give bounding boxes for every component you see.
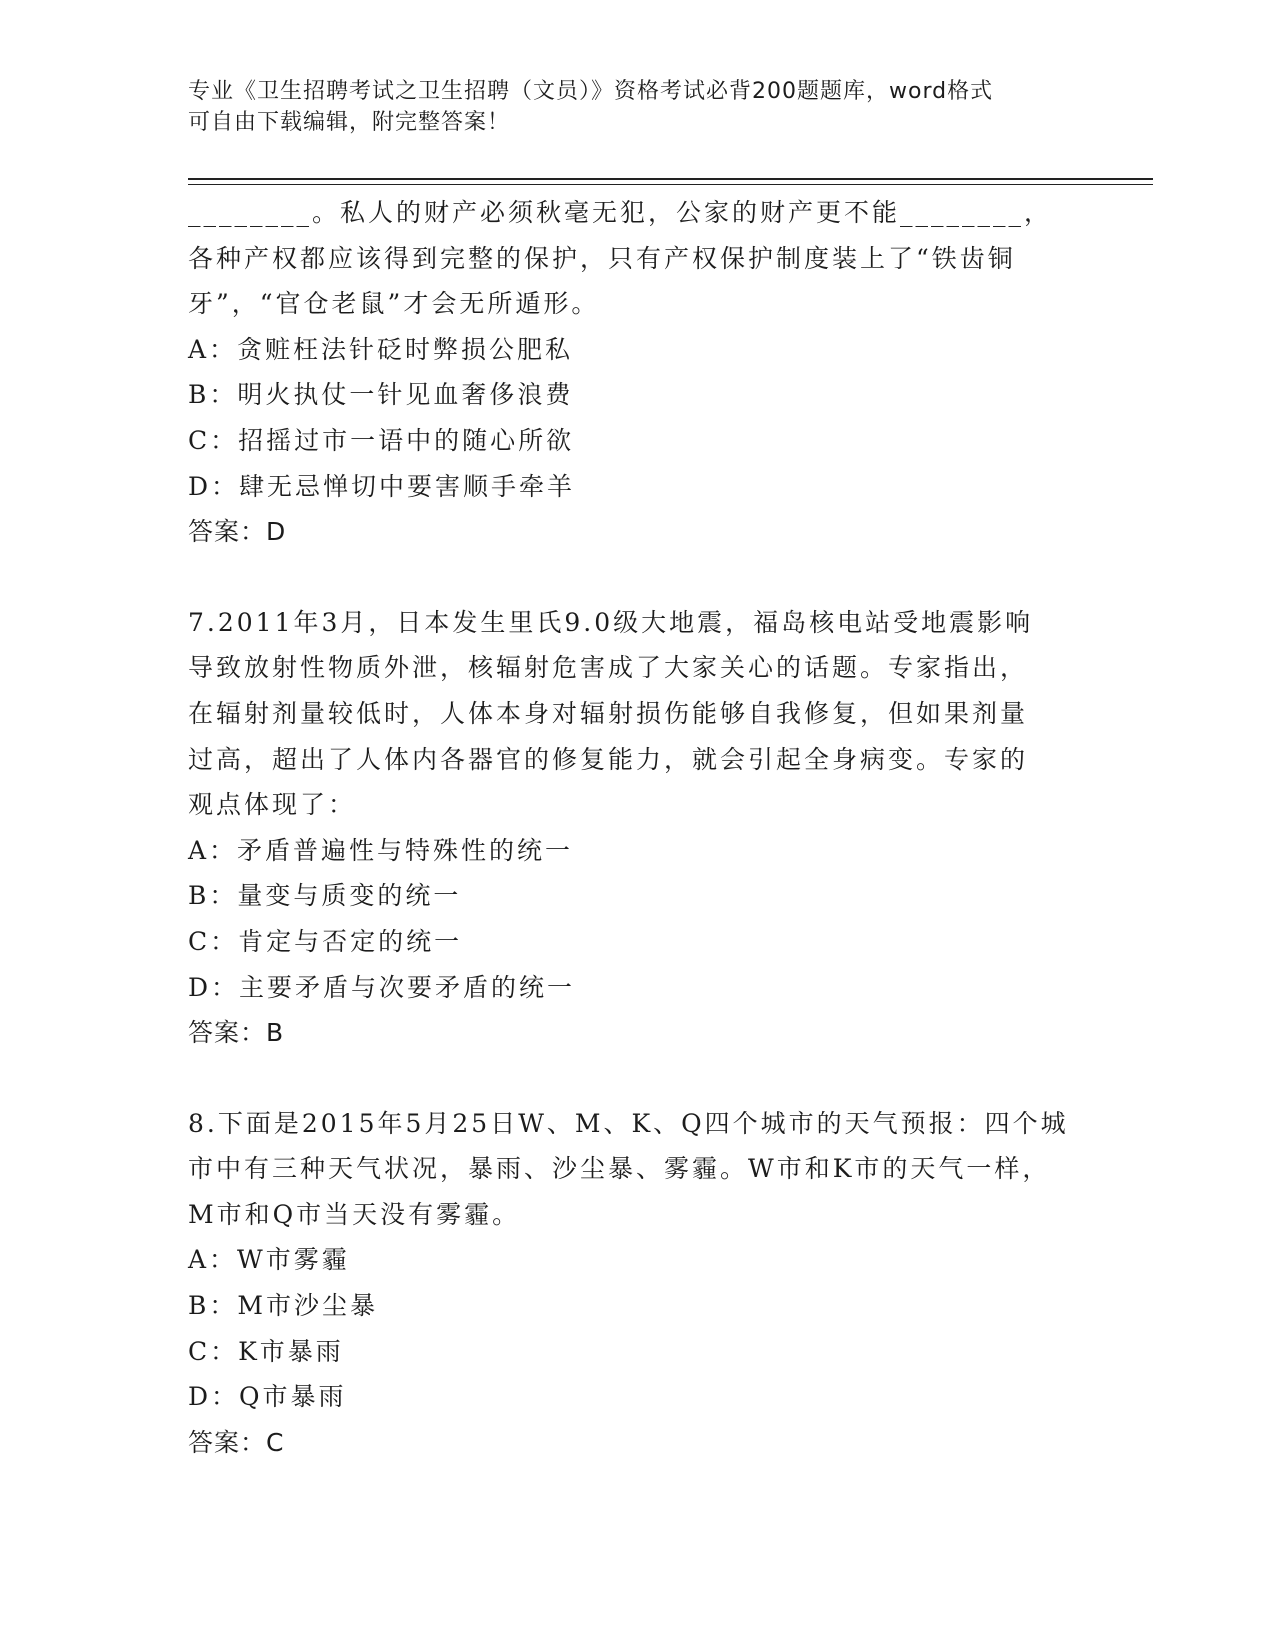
question-7-text-line: 过高，超出了人体内各器官的修复能力，就会引起全身病变。专家的 — [188, 744, 1029, 774]
question-6-option-b: B：明火执仗一针见血奢侈浪费 — [188, 380, 574, 410]
question-7-option-b: B：量变与质变的统一 — [188, 881, 462, 911]
question-7-answer: 答案：B — [188, 1018, 285, 1048]
question-6-text-line: 各种产权都应该得到完整的保护，只有产权保护制度装上了“铁齿铜 — [188, 243, 1016, 273]
question-8-option-b: B：M市沙尘暴 — [188, 1291, 378, 1321]
header-rule-thin — [188, 184, 1153, 185]
question-8-text-line: M市和Q市当天没有雾霾。 — [188, 1199, 521, 1229]
question-content — [188, 190, 1088, 1465]
question-7 — [188, 600, 1088, 1056]
question-6-answer: 答案：D — [188, 517, 287, 547]
question-8-text-line: 市中有三种天气状况，暴雨、沙尘暴、雾霾。W市和K市的天气一样， — [188, 1154, 1051, 1184]
question-8-text-line: 8.下面是2015年5月25日W、M、K、Q四个城市的天气预报：四个城 — [188, 1108, 1069, 1138]
question-6-text-line: 牙”，“官仓老鼠”才会无所遁形。 — [188, 289, 600, 319]
question-6-option-a: A：贪赃枉法针砭时弊损公肥私 — [188, 334, 574, 364]
question-7-text-line: 观点体现了： — [188, 790, 357, 820]
header-rule-thick — [188, 178, 1153, 180]
header-title-line-1: 专业《卫生招聘考试之卫生招聘（文员）》资格考试必背200题题库，word格式 — [188, 79, 994, 104]
spacer — [188, 555, 1088, 600]
question-8-option-a: A：W市雾霾 — [188, 1245, 350, 1275]
document-header — [188, 76, 1088, 138]
question-7-text-line: 7.2011年3月，日本发生里氏9.0级大地震，福岛核电站受地震影响 — [188, 607, 1034, 637]
question-7-text-line: 在辐射剂量较低时，人体本身对辐射损伤能够自我修复，但如果剂量 — [188, 698, 1029, 728]
question-8-answer: 答案：C — [188, 1427, 285, 1457]
question-8-option-c: C：K市暴雨 — [188, 1336, 344, 1366]
question-8 — [188, 1101, 1088, 1466]
question-8-option-d: D：Q市暴雨 — [188, 1382, 347, 1412]
question-7-option-a: A：矛盾普遍性与特殊性的统一 — [188, 835, 574, 865]
question-7-option-d: D：主要矛盾与次要矛盾的统一 — [188, 972, 576, 1002]
question-6-option-c: C：招摇过市一语中的随心所欲 — [188, 425, 575, 455]
question-7-text-line: 导致放射性物质外泄，核辐射危害成了大家关心的话题。专家指出， — [188, 653, 1029, 683]
question-6 — [188, 190, 1088, 555]
header-title-line-2: 可自由下载编辑，附完整答案！ — [188, 110, 511, 135]
question-6-text-line: ________。私人的财产必须秋毫无犯，公家的财产更不能________， — [188, 198, 1053, 227]
spacer — [188, 1056, 1088, 1101]
question-6-option-d: D：肆无忌惮切中要害顺手牵羊 — [188, 471, 576, 501]
question-7-option-c: C：肯定与否定的统一 — [188, 926, 463, 956]
